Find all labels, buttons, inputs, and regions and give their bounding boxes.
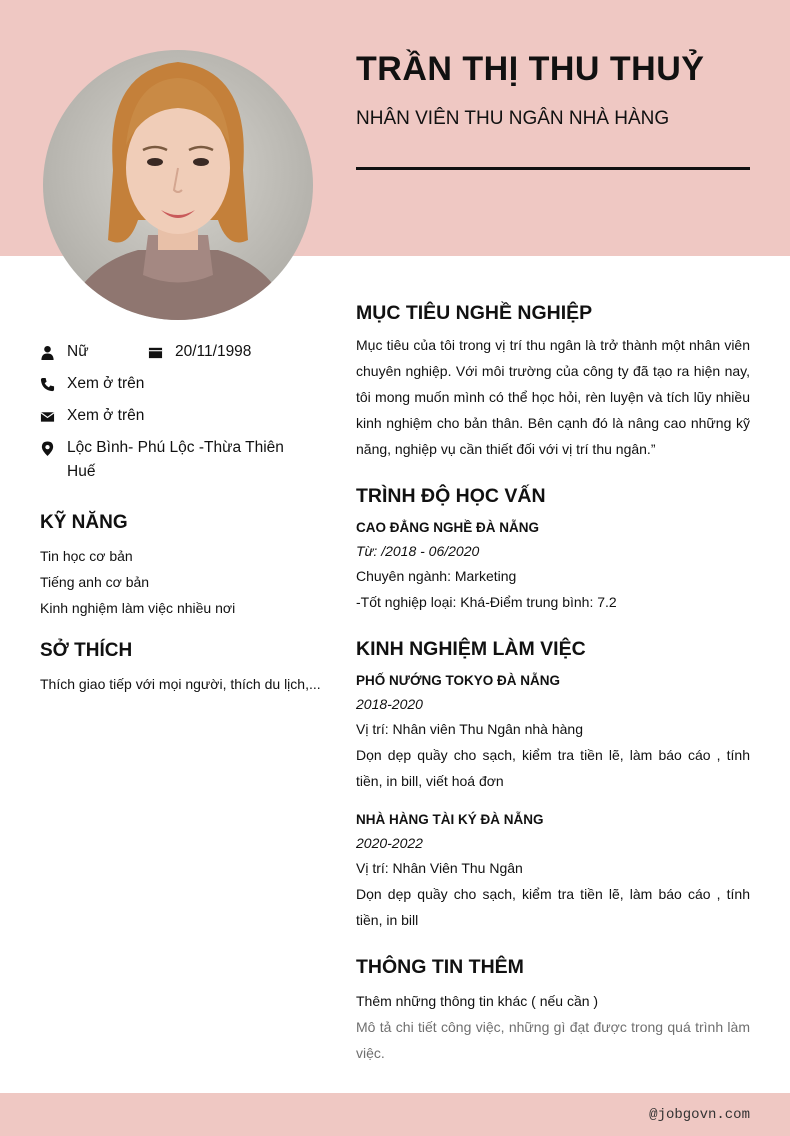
education-heading: TRÌNH ĐỘ HỌC VẤN: [356, 485, 546, 507]
job-title: NHÂN VIÊN THU NGÂN NHÀ HÀNG: [356, 108, 670, 129]
job-period: 2020-2022: [356, 835, 423, 851]
additional-line-1: Thêm những thông tin khác ( nếu cần ): [356, 993, 599, 1009]
job-company: NHÀ HÀNG TÀI KÝ ĐÀ NẴNG: [356, 812, 544, 827]
skills-heading: KỸ NĂNG: [40, 512, 128, 533]
address-value: [67, 436, 284, 484]
mail-icon: [40, 404, 67, 428]
person-icon: [40, 340, 67, 364]
education-grade: -Tốt nghiệp loại: Khá-Điểm trung bình: 7.2: [356, 594, 617, 610]
education-period: Từ: /2018 - 06/2020: [356, 543, 480, 559]
education-major: Chuyên ngành: Marketing: [356, 568, 517, 584]
job-duties: Dọn dẹp quầy cho sạch, kiểm tra tiền lẽ, làm báo cáo , tính tiền, in bill, viết hoá đơn: [356, 747, 750, 789]
experience-heading: KINH NGHIỆM LÀM VIỆC: [356, 638, 586, 660]
job-position: Vị trí: Nhân Viên Thu Ngân: [356, 860, 523, 876]
additional-heading: THÔNG TIN THÊM: [356, 956, 524, 978]
address-row: [40, 436, 310, 484]
hobbies-text: Thích giao tiếp với mọi người, thích du lịch,...: [40, 676, 321, 692]
portrait-illustration: [43, 50, 313, 320]
email-row: [40, 404, 144, 428]
email-value: Xem ở trên: [67, 407, 145, 424]
job-duties: Dọn dẹp quầy cho sạch, kiểm tra tiền lẽ, làm báo cáo , tính tiền, in bill: [356, 886, 750, 928]
calendar-icon: [148, 340, 175, 364]
birthdate-value: 20/11/1998: [175, 343, 252, 360]
phone-icon: [40, 372, 67, 396]
hobbies-heading: SỞ THÍCH: [40, 640, 133, 661]
title-divider: [356, 167, 750, 170]
phone-value: Xem ở trên: [67, 375, 145, 392]
gender-value: Nữ: [67, 343, 89, 360]
gender-row: [40, 340, 89, 364]
job-company: PHỐ NƯỚNG TOKYO ĐÀ NẴNG: [356, 673, 560, 688]
location-pin-icon: [40, 436, 67, 460]
birthdate-row: [148, 340, 251, 364]
objective-heading: MỤC TIÊU NGHỀ NGHIỆP: [356, 302, 593, 324]
school-name: CAO ĐẲNG NGHỀ ĐÀ NẴNG: [356, 520, 540, 535]
additional-line-2: Mô tả chi tiết công việc, những gì đạt được trong quá trình làm việc.: [356, 1019, 750, 1061]
job-period: 2018-2020: [356, 696, 423, 712]
job-position: Vị trí: Nhân viên Thu Ngân nhà hàng: [356, 721, 584, 737]
skill-item: Tin học cơ bản: [40, 548, 133, 564]
skill-item: Tiếng anh cơ bản: [40, 574, 150, 590]
skill-item: Kinh nghiệm làm việc nhiều nơi: [40, 600, 236, 616]
candidate-name: TRẦN THỊ THU THUỶ: [356, 50, 705, 88]
objective-text: Mục tiêu của tôi trong vị trí thu ngân là trở thành một nhân viên chuyên nghiệp. Với môi trường của công ty đã tạo ra hiện nay, tôi mong muốn mình có thể học hỏi, rèn luyện và tích lũy nhiều kinh nghiệm cho bản thân. Bên cạnh đó là nâng cao những kỹ năng, nghiệp vụ cần thiết đối với vị trí thu ngân.”: [356, 337, 750, 457]
profile-photo: [43, 50, 313, 320]
footer-brand[interactable]: @jobgovn.com: [649, 1107, 750, 1123]
address-line-2: Huế: [67, 463, 96, 480]
address-line-1: Lộc Bình- Phú Lộc -Thừa Thiên: [67, 439, 284, 456]
phone-row: [40, 372, 144, 396]
